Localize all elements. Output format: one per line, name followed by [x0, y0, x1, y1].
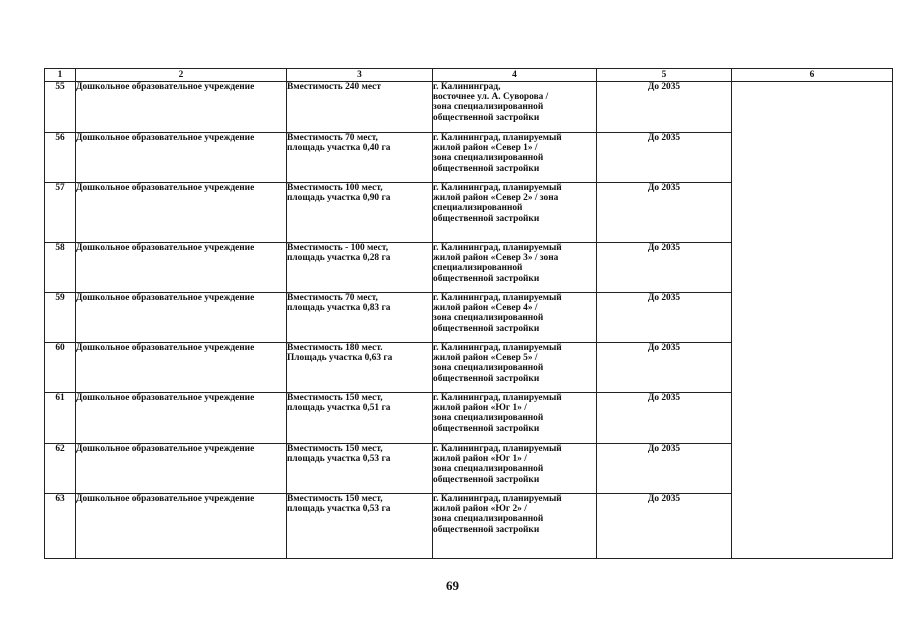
capacity-line: Вместимость 70 мест, [287, 133, 378, 143]
location-line: общественной застройки [433, 524, 540, 535]
facility-type: Дошкольное образовательное учреждение [76, 343, 287, 393]
capacity-cell [287, 183, 433, 243]
location-cell [433, 243, 597, 293]
capacity-line: Вместимость 180 мест. [287, 343, 383, 353]
capacity-line: Вместимость 240 мест [287, 82, 381, 92]
capacity-cell [287, 243, 433, 293]
capacity-line: площадь участка 0,53 га [287, 504, 391, 515]
term-cell: До 2035 [597, 133, 732, 183]
term-cell: До 2035 [597, 293, 732, 343]
location-line: общественной застройки [433, 474, 540, 485]
term-cell: До 2035 [597, 444, 732, 494]
term-cell: До 2035 [597, 494, 732, 559]
row-number: 55 [45, 82, 76, 133]
location-line: общественной застройки [433, 112, 540, 123]
facility-type: Дошкольное образовательное учреждение [76, 393, 287, 444]
capacity-line: Вместимость 150 мест, [287, 494, 383, 504]
facilities-table [44, 68, 893, 559]
row-number: 59 [45, 293, 76, 343]
location-line: жилой район «Север 2» / зона [433, 193, 559, 204]
facility-type: Дошкольное образовательное учреждение [76, 133, 287, 183]
capacity-cell [287, 444, 433, 494]
location-line: общественной застройки [433, 373, 540, 384]
capacity-line: Вместимость 70 мест, [287, 293, 378, 303]
location-cell [433, 183, 597, 243]
location-line: г. Калининград, планируемый [433, 444, 562, 454]
header-col-5: 5 [597, 69, 732, 82]
row-number: 58 [45, 243, 76, 293]
location-line: зона специализированной [433, 363, 544, 374]
location-line: жилой район «Север 3» / зона [433, 253, 559, 264]
facility-type: Дошкольное образовательное учреждение [76, 243, 287, 293]
capacity-line: Вместимость 150 мест, [287, 393, 383, 403]
location-line: зона специализированной [433, 413, 544, 424]
location-line: г. Калининград, планируемый [433, 133, 562, 143]
location-cell [433, 393, 597, 444]
location-line: г. Калининград, планируемый [433, 494, 562, 504]
capacity-line: площадь участка 0,53 га [287, 454, 391, 465]
capacity-cell [287, 82, 433, 133]
page-number: 69 [446, 578, 459, 593]
location-line: жилой район «Юг 1» / [433, 403, 527, 414]
location-line: г. Калининград, планируемый [433, 293, 562, 303]
location-line: г. Калининград, планируемый [433, 343, 562, 353]
capacity-cell [287, 343, 433, 393]
capacity-cell [287, 133, 433, 183]
capacity-cell [287, 293, 433, 343]
capacity-line: Вместимость 100 мест, [287, 183, 383, 193]
capacity-line: площадь участка 0,40 га [287, 143, 391, 154]
facility-type: Дошкольное образовательное учреждение [76, 183, 287, 243]
location-cell [433, 293, 597, 343]
location-cell [433, 82, 597, 133]
location-line: общественной застройки [433, 213, 540, 224]
row-number: 62 [45, 444, 76, 494]
row-number: 56 [45, 133, 76, 183]
location-line: г. Калининград, планируемый [433, 183, 562, 193]
table-row [45, 82, 893, 133]
location-line: зона специализированной [433, 313, 544, 324]
facility-type: Дошкольное образовательное учреждение [76, 293, 287, 343]
location-cell [433, 133, 597, 183]
notes-cell [732, 82, 893, 559]
header-row [45, 69, 893, 82]
facility-type: Дошкольное образовательное учреждение [76, 82, 287, 133]
location-line: жилой район «Север 5» / [433, 353, 538, 364]
location-line: общественной застройки [433, 423, 540, 434]
location-line: г. Калининград, планируемый [433, 243, 562, 253]
row-number: 63 [45, 494, 76, 559]
location-line: жилой район «Юг 1» / [433, 454, 527, 465]
header-col-6: 6 [732, 69, 893, 82]
capacity-line: Вместимость - 100 мест, [287, 243, 389, 253]
header-col-3: 3 [287, 69, 433, 82]
facility-type: Дошкольное образовательное учреждение [76, 444, 287, 494]
location-line: г. Калининград, [433, 82, 501, 92]
location-line: специализированной [433, 203, 523, 214]
location-line: жилой район «Юг 2» / [433, 504, 527, 515]
header-col-1: 1 [45, 69, 76, 82]
term-cell: До 2035 [597, 243, 732, 293]
capacity-line: Вместимость 150 мест, [287, 444, 383, 454]
location-line: специализированной [433, 263, 523, 274]
table-body [45, 82, 893, 559]
location-line: зона специализированной [433, 464, 544, 475]
location-line: г. Калининград, планируемый [433, 393, 562, 403]
location-line: общественной застройки [433, 163, 540, 174]
location-line: зона специализированной [433, 153, 544, 164]
location-cell [433, 343, 597, 393]
capacity-line: площадь участка 0,90 га [287, 193, 391, 204]
capacity-line: площадь участка 0,51 га [287, 403, 391, 414]
capacity-line: Площадь участка 0,63 га [287, 353, 393, 364]
row-number: 61 [45, 393, 76, 444]
location-line: зона специализированной [433, 514, 544, 525]
capacity-cell [287, 494, 433, 559]
term-cell: До 2035 [597, 343, 732, 393]
location-cell [433, 494, 597, 559]
location-line: общественной застройки [433, 323, 540, 334]
location-line: общественной застройки [433, 273, 540, 284]
capacity-cell [287, 393, 433, 444]
row-number: 57 [45, 183, 76, 243]
location-cell [433, 444, 597, 494]
term-cell: До 2035 [597, 82, 732, 133]
location-line: восточнее ул. А. Суворова / [433, 92, 549, 103]
header-col-4: 4 [433, 69, 597, 82]
capacity-line: площадь участка 0,83 га [287, 303, 391, 314]
facility-type: Дошкольное образовательное учреждение [76, 494, 287, 559]
location-line: жилой район «Север 4» / [433, 303, 538, 314]
location-line: зона специализированной [433, 102, 544, 113]
capacity-line: площадь участка 0,28 га [287, 253, 391, 264]
term-cell: До 2035 [597, 393, 732, 444]
row-number: 60 [45, 343, 76, 393]
header-col-2: 2 [76, 69, 287, 82]
term-cell: До 2035 [597, 183, 732, 243]
location-line: жилой район «Север 1» / [433, 143, 538, 154]
